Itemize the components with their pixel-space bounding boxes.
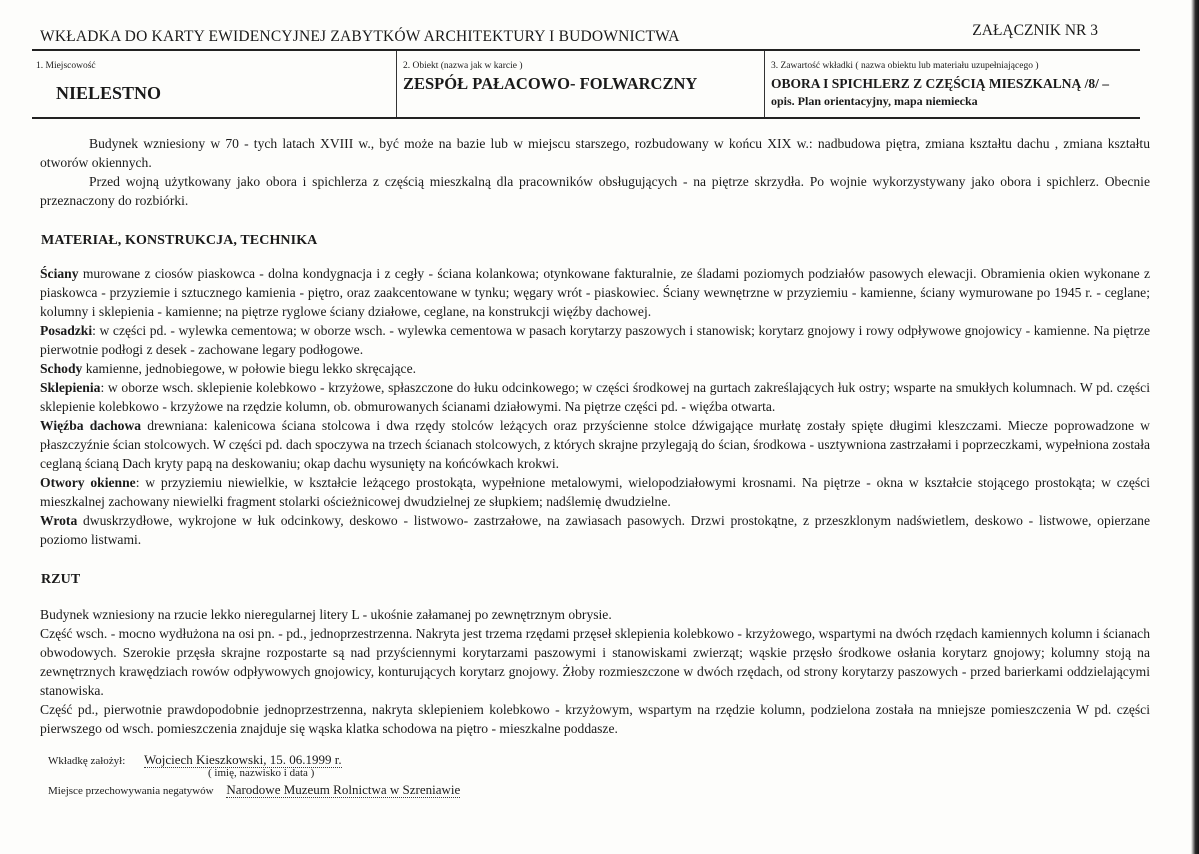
- floors-keyword: Posadzki: [40, 323, 93, 338]
- locality-box: [32, 51, 395, 117]
- document-title: WKŁADKA DO KARTY EWIDENCYJNEJ ZABYTKÓW ARCHITEKTURY I BUDOWNICTWA: [40, 28, 680, 45]
- walls-keyword: Ściany: [40, 266, 79, 281]
- vaults-text: : w oborze wsch. sklepienie kolebkowo - krzyżowe, spłaszczone do łuku odcinkowego; w części środkowej na gurtach zakreślających łuk ostry; wsparte na smukłych kolumnach. W pd. części sklepienie kolebkowo - krzyżowe na rzędzie kolumn, ob. obmurowanych ścianami działowymi. Na piętrze części pd. - więźba otwarta.: [40, 380, 1150, 414]
- object-box: [396, 51, 764, 117]
- floors-text: : w części pd. - wylewka cementowa; w oborze wsch. - wylewka cementowa w pasach korytarzy paszowych i stanowisk; korytarz gnojowy i rowy odpływowe gnojowicy - kamienne. Na piętrze pierwotnie podłogi z desek - zachowane legary podłogowe.: [40, 323, 1150, 357]
- intro-text: [40, 134, 1150, 210]
- author-value: Wojciech Kieszkowski, 15. 06.1999 r.: [144, 752, 342, 767]
- author-label: Wkładkę założył:: [48, 755, 126, 767]
- author-line: [48, 752, 342, 768]
- object-label: 2. Obiekt (nazwa jak w karcie ): [403, 61, 523, 71]
- roof-keyword: Więźba dachowa: [40, 418, 142, 433]
- gates-keyword: Wrota: [40, 513, 78, 528]
- location-label: Miejsce przechowywania negatywów: [48, 785, 214, 797]
- section-heading-plan: RZUT: [41, 572, 81, 587]
- gates-paragraph: [40, 511, 1150, 549]
- plan-paragraph: Część pd., pierwotnie prawdopodobnie jednoprzestrzenna, nakryta sklepieniem kolebkowo - krzyżowym, wspartym na rzędzie kolumn, podzielona została na mniejsze pomieszczenia W pd. części pierwszego od wsch. pomieszczenia znajduje się wąska klatka schodowa na piętro - mieszkalne poddasze.: [40, 702, 1150, 736]
- windows-text: : w przyziemiu niewielkie, w kształcie leżącego prostokąta, wypełnione metalowymi, wielopodziałowymi krosnami. Na piętrze - okna w kształcie stojącego prostokąta; w części mieszkalnej zachowany niewielki fragment stolarki ościeżnicowej dwudzielnej ze słupkiem; nadślemię dwudzielne.: [40, 475, 1151, 509]
- plan-text: [40, 605, 1150, 738]
- roof-text: drewniana: kalenicowa ściana stolcowa i dwa rzędy stolców leżących oraz przyścienne stolce dźwigające murłatę zostały spięte długimi kleszczami. Miecze poprowadzone w płaszczyźnie ścian stolcowych. W części pd. dach spoczywa na trzech ścianach stolcowych, z których skrajne przylegają do ścian, środkowa - usztywniona zastrzałami i poprzeczkami, wypełniona została ceglaną ścianą Dach kryty papą na deskowaniu; okap dachu wysunięty na końcówkach krokwi.: [40, 418, 1150, 471]
- content-value: OBORA I SPICHLERZ Z CZĘŚCIĄ MIESZKALNĄ /8/ –: [771, 76, 1109, 91]
- content-value-sub: opis. Plan orientacyjny, mapa niemiecka: [771, 94, 978, 108]
- locality-label: 1. Miejscowość: [36, 61, 96, 71]
- fields-rule: [32, 117, 1140, 119]
- stairs-paragraph: [40, 359, 1150, 378]
- stairs-keyword: Schody: [40, 361, 83, 376]
- plan-paragraph: Część wsch. - mocno wydłużona na osi pn. - pd., jednoprzestrzenna. Nakryta jest trzema rzędami przęseł sklepienia kolebkowo - krzyżowego, wspartymi na dwóch rzędach kamiennych kolumn i ścianach obwodowych. Szerokie przęsła skrajne rozpostarte są nad przyściennymi korytarzami paszowymi i stanowiskami zwierząt; wąskie przęsło środkowe osłania korytarz gnojowy; kolumny stoją na zewnętrznych krawędziach rowów odpływowych gnojowicy, konturujących korytarz gnojowy. Żłoby rozmieszczone w dwóch rzędach, od strony korytarzy paszowych - przed barierkami oddzielającymi stanowiska.: [40, 626, 1150, 698]
- intro-paragraph: Przed wojną użytkowany jako obora i spichlerza z częścią mieszkalną dla pracowników obsługujących - na piętrze skrzydła. Po wojnie wykorzystywany jako obora i spichlerz. Obecnie przeznaczony do rozbiórki.: [40, 174, 1150, 208]
- content-label: 3. Zawartość wkładki ( nazwa obiektu lub materiału uzupełniającego ): [771, 61, 1039, 71]
- section-heading-material: MATERIAŁ, KONSTRUKCJA, TECHNIKA: [41, 233, 318, 248]
- gates-text: dwuskrzydłowe, wykrojone w łuk odcinkowy, deskowo - listwowo- zastrzałowe, na zawiasach pasowych. Drzwi prostokątne, z przeszklonym nadświetlem, deskowo - listwowe, opierzane poziomo listwami.: [40, 513, 1150, 547]
- windows-paragraph: [40, 473, 1150, 511]
- author-hint: ( imię, nazwisko i data ): [208, 767, 315, 779]
- object-value: ZESPÓŁ PAŁACOWO- FOLWARCZNY: [403, 74, 698, 93]
- material-text: [40, 264, 1150, 549]
- stairs-text: kamienne, jednobiegowe, w połowie biegu lekko skręcające.: [82, 361, 416, 376]
- floors-paragraph: [40, 321, 1150, 359]
- vaults-keyword: Sklepienia: [40, 380, 101, 395]
- locality-value: NIELESTNO: [56, 83, 162, 103]
- vaults-paragraph: [40, 378, 1150, 416]
- intro-paragraph: Budynek wzniesiony w 70 - tych latach XVIII w., być może na bazie lub w miejscu starszego, rozbudowany w końcu XIX w.: nadbudowa piętra, zmiana kształtu dachu , zmiana kształtu otworów okiennych.: [40, 136, 1150, 170]
- content-box: [764, 51, 1140, 117]
- walls-paragraph: [40, 264, 1150, 321]
- scan-edge: [1191, 0, 1199, 854]
- plan-paragraph: Budynek wzniesiony na rzucie lekko nieregularnej litery L - ukośnie załamanej po zewnętrznym obrysie.: [40, 607, 612, 622]
- walls-text: murowane z ciosów piaskowca - dolna kondygnacja i z cegły - ściana kolankowa; otynkowane fakturalnie, ze śladami poziomych podziałów pasowych elewacji. Obramienia okien wykonane z piaskowca - przyziemie i sztucznego kamienia - piętro, oraz zaakcentowane w tynku; węgary wrót - piaskowiec. Ściany wewnętrzne w przyziemiu - kamienne, ściany wymurowane po 1945 r. - ceglane; kolumny i sklepienia - kamienne; na piętrze ryglowe ściany działowe, ceglane, na konstrukcji więźby dachowej.: [40, 266, 1150, 319]
- roof-paragraph: [40, 416, 1150, 473]
- location-value: Narodowe Muzeum Rolnictwa w Szreniawie: [226, 782, 461, 797]
- location-line: [48, 782, 460, 798]
- identification-fields: [32, 51, 1140, 117]
- document-header: [40, 22, 1140, 48]
- windows-keyword: Otwory okienne: [40, 475, 136, 490]
- annex-number: ZAŁĄCZNIK NR 3: [972, 22, 1098, 39]
